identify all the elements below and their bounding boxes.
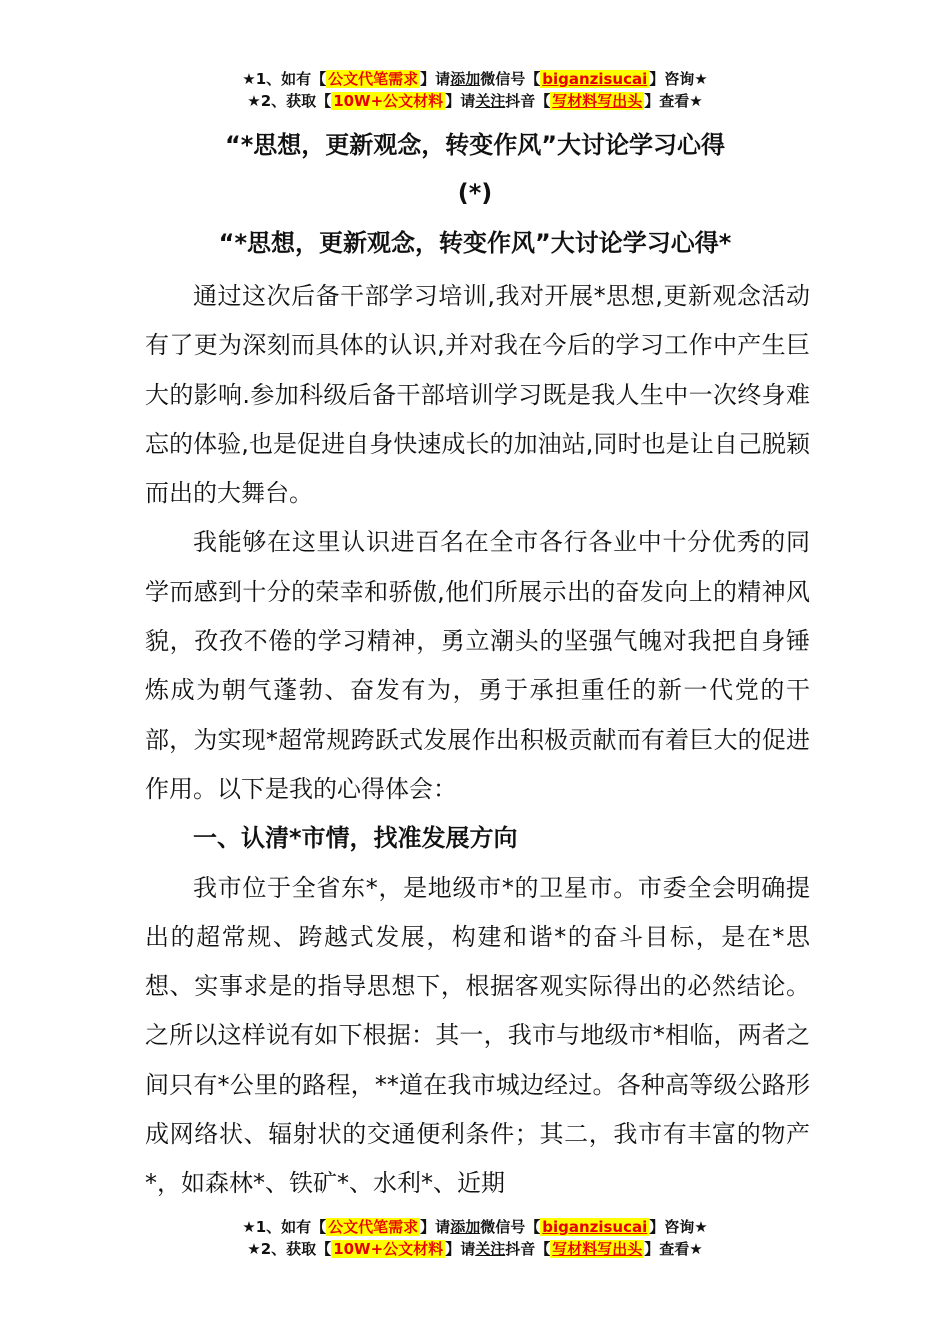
promo-highlight-service: 公文代笔需求 (328, 1218, 419, 1236)
promo-prefix: ★1、如有【 (242, 1218, 327, 1236)
promo-suffix: 】咨询★ (649, 70, 708, 88)
promo-text: 】请 (445, 92, 476, 110)
promo-line-1 (0, 68, 950, 90)
promo-text: 微信号【 (480, 70, 541, 88)
section-heading: 一、认清*市情，找准发展方向 (193, 824, 518, 853)
promo-text: 抖音【 (505, 1240, 551, 1258)
promo-suffix: 】查看★ (644, 92, 703, 110)
promo-highlight-materials: 10W+公文材料 (333, 92, 444, 110)
promo-text: 】请 (420, 70, 451, 88)
promo-text: 微信号【 (480, 1218, 541, 1236)
promo-text-underlined: 关注 (475, 1240, 506, 1258)
document-body (145, 272, 810, 1209)
promo-line-1 (0, 1216, 950, 1238)
promo-text-underlined: 添加 (450, 1218, 481, 1236)
promo-prefix: ★2、获取【 (247, 92, 332, 110)
promo-text: 抖音【 (505, 92, 551, 110)
promo-line-2 (0, 90, 950, 112)
wechat-id-link[interactable]: biganzisucai (542, 1218, 648, 1236)
douyin-account-link[interactable]: 写材料写出头 (552, 1240, 643, 1258)
promo-highlight-materials: 10W+公文材料 (333, 1240, 444, 1258)
body-paragraph: 我能够在这里认识进百名在全市各行各业中十分优秀的同学而感到十分的荣幸和骄傲,他们所展示出的奋发向上的精神风貌，孜孜不倦的学习精神，勇立潮头的坚强气魄对我把自身锤炼成为朝气蓬勃、奋发有为，勇于承担重任的新一代党的干部，为实现*超常规跨跃式发展作出积极贡献而有着巨大的促进作用。以下是我的心得体会： (145, 528, 810, 803)
body-paragraph: 通过这次后备干部学习培训,我对开展*思想,更新观念活动有了更为深刻而具体的认识,并对我在今后的学习工作中产生巨大的影响.参加科级后备干部培训学习既是我人生中一次终身难忘的体验,也是促进自身快速成长的加油站,同时也是让自己脱颖而出的大舞台。 (145, 282, 810, 508)
promo-prefix: ★1、如有【 (242, 70, 327, 88)
body-paragraph: 我市位于全省东*，是地级市*的卫星市。市委全会明确提出的超常规、跨越式发展，构建和谐*的奋斗目标，是在*思想、实事求是的指导思想下，根据客观实际得出的必然结论。之所以这样说有如下根据：其一，我市与地级市*相临，两者之间只有*公里的路程，**道在我市城边经过。各种高等级公路形成网络状、辐射状的交通便利条件；其二，我市有丰富的物产*，如森林*、铁矿*、水利*、近期 (145, 873, 810, 1198)
promo-suffix: 】查看★ (644, 1240, 703, 1258)
promo-suffix: 】咨询★ (649, 1218, 708, 1236)
document-title: “*思想，更新观念，转变作风”大讨论学习心得 (224, 131, 726, 159)
promo-prefix: ★2、获取【 (247, 1240, 332, 1258)
promo-text: 】请 (445, 1240, 476, 1258)
promo-text-underlined: 关注 (475, 92, 506, 110)
document-title-suffix: (*) (457, 179, 493, 207)
document-subtitle: “*思想，更新观念，转变作风”大讨论学习心得* (218, 229, 732, 257)
promo-banner-top (0, 68, 950, 112)
douyin-account-link[interactable]: 写材料写出头 (552, 92, 643, 110)
wechat-id-link[interactable]: biganzisucai (542, 70, 648, 88)
promo-text-underlined: 添加 (450, 70, 481, 88)
promo-highlight-service: 公文代笔需求 (328, 70, 419, 88)
promo-banner-bottom (0, 1216, 950, 1260)
promo-line-2 (0, 1238, 950, 1260)
promo-text: 】请 (420, 1218, 451, 1236)
